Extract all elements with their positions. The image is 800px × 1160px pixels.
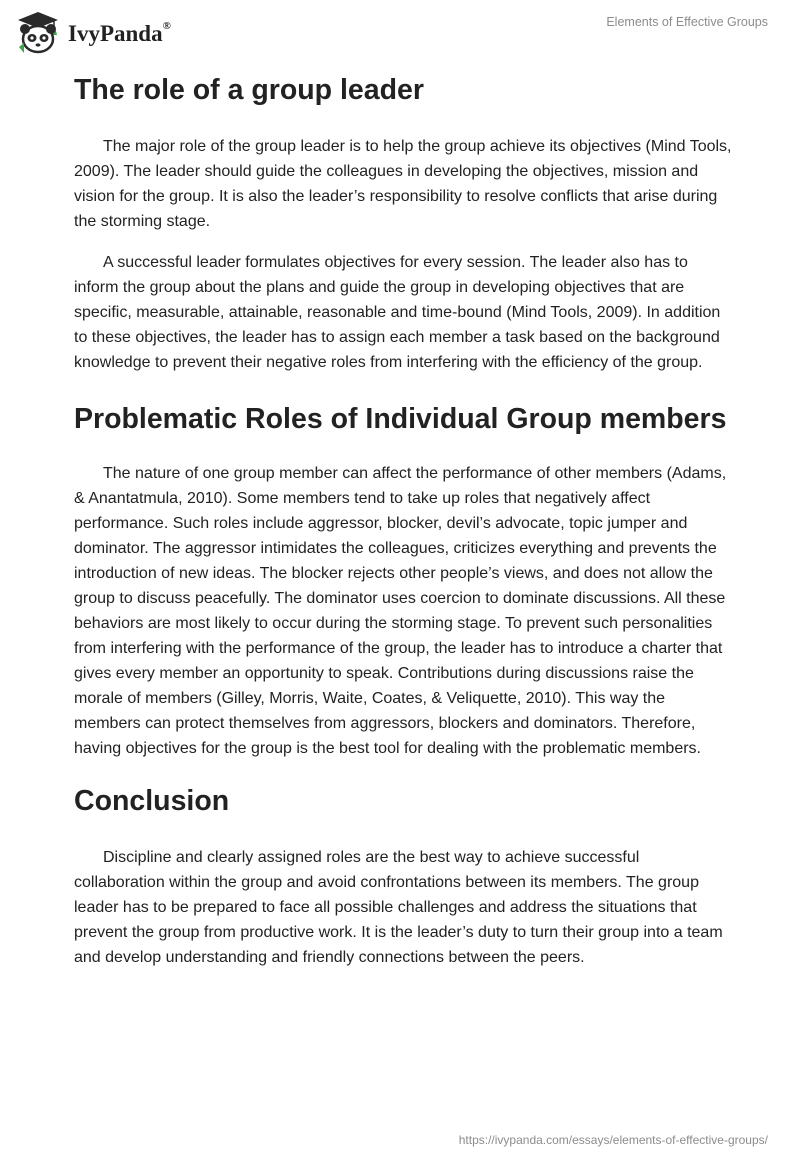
panda-logo-icon — [14, 9, 62, 57]
document-title: Elements of Effective Groups — [606, 15, 768, 29]
section-heading-problematic-roles: Problematic Roles of Individual Group members — [74, 403, 727, 435]
brand-name: IvyPanda — [68, 21, 163, 46]
registered-mark: ® — [162, 20, 171, 33]
essay-content — [74, 72, 734, 986]
paragraph: The nature of one group member can affect the performance of other members (Adams, & Anantatmula, 2010). Some members tend to take up roles that negatively affect performance. Such roles include aggressor, blocker, devil’s advocate, topic jumper and dominator. The aggressor intimidates the colleagues, criticizes everything and prevents the introduction of new ideas. The blocker rejects other people’s views, and does not allow the group to discuss peacefully. The dominator uses coercion to dominate discussions. All these behaviors are most likely to occur during the storming stage. To prevent such personalities from interfering with the performance of the group, the leader has to introduce a charter that gives every member an opportunity to speak. Contributions during discussions raise the morale of members (Gilley, Morris, Waite, Coates, & Veliquette, 2010). This way the members can protect themselves from aggressors, blockers and dominators. Therefore, having objectives for the group is the best tool for dealing with the problematic members. — [74, 465, 727, 757]
ivypanda-logo[interactable] — [14, 8, 171, 58]
footer-url-link[interactable]: https://ivypanda.com/essays/elements-of-effective-groups/ — [458, 1133, 768, 1147]
paragraph: Discipline and clearly assigned roles are the best way to achieve successful collaboration within the group and avoid confrontations between its members. The group leader has to be prepared to face all possible challenges and address the situations that prevent the group from productive work. It is the leader’s duty to turn their group into a team and develop understanding and friendly connections between the peers. — [74, 849, 723, 966]
page-header — [0, 0, 800, 64]
section-heading-conclusion: Conclusion — [74, 785, 230, 817]
paragraph: A successful leader formulates objectives for every session. The leader also has to inform the group about the plans and guide the group in developing objectives that are specific, measurable, attainable, reasonable and time-bound (Mind Tools, 2009). In addition to these objectives, the leader has to assign each member a task based on the background knowledge to prevent their negative roles from interfering with the efficiency of the group. — [74, 254, 721, 371]
section-heading-group-leader: The role of a group leader — [74, 74, 424, 106]
paragraph: The major role of the group leader is to help the group achieve its objectives (Mind Tools, 2009). The leader should guide the colleagues in developing the objectives, mission and vision for the group. It is also the leader’s responsibility to resolve conflicts that arise during the storming stage. — [74, 138, 732, 230]
